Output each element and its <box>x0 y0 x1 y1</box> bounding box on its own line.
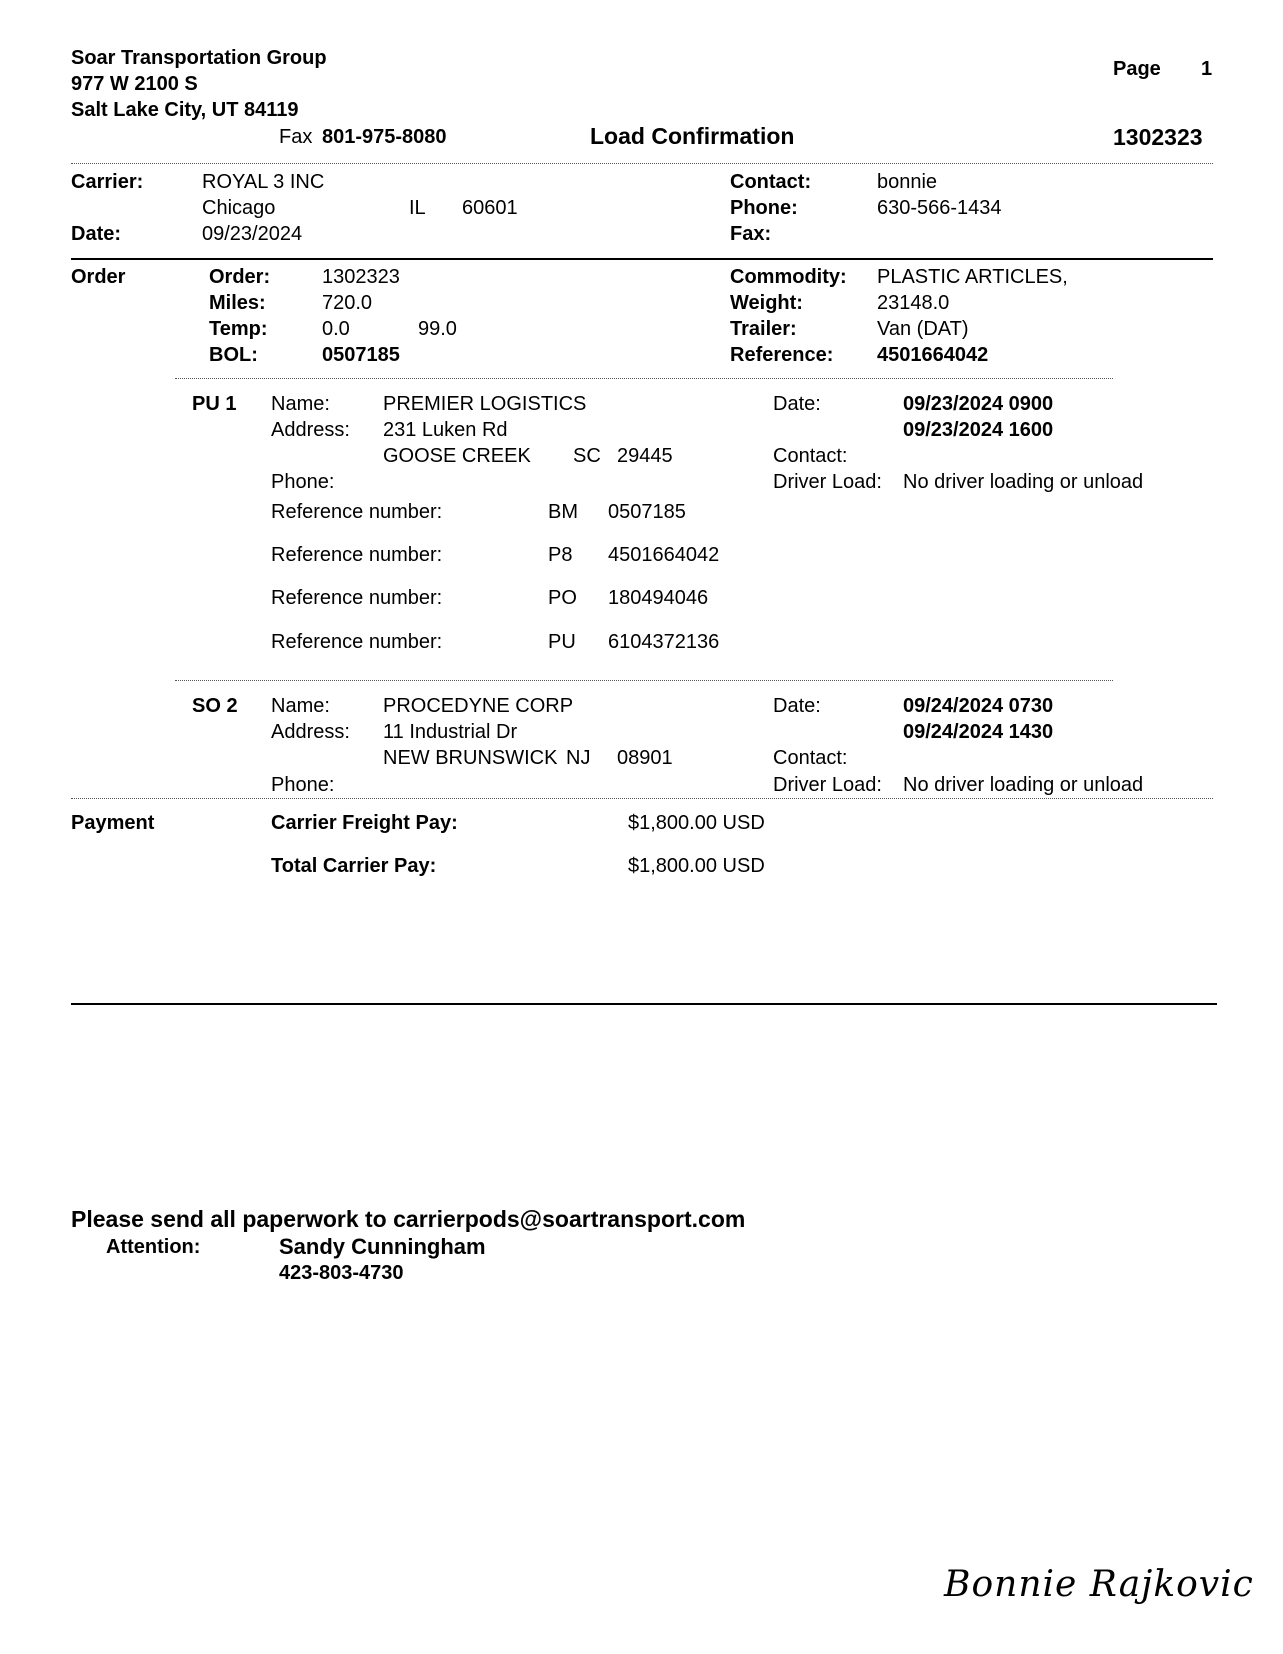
carrier-label: Carrier: <box>71 171 144 193</box>
trailer-label: Trailer: <box>730 318 797 340</box>
phone-label: Phone: <box>271 774 335 796</box>
delivery-city: NEW BRUNSWICK <box>383 747 558 769</box>
reference-value: 180494046 <box>608 587 709 609</box>
attention-name: Sandy Cunningham <box>279 1234 486 1259</box>
pickup-zip: 29445 <box>617 445 673 467</box>
freight-pay-label: Carrier Freight Pay: <box>271 812 458 834</box>
carrier-zip: 60601 <box>462 197 518 219</box>
order-label: Order: <box>209 266 271 288</box>
miles-label: Miles: <box>209 292 266 314</box>
fax-label: Fax: <box>730 223 772 245</box>
commodity-label: Commodity: <box>730 266 847 288</box>
paperwork-instructions: Please send all paperwork to carrierpods@soartransport.com <box>71 1206 746 1232</box>
reference-number-label: Reference number: <box>271 501 443 523</box>
phone-value: 630-566-1434 <box>877 197 1002 219</box>
stop-label: SO 2 <box>192 695 238 717</box>
reference-value: 6104372136 <box>608 631 720 653</box>
carrier-city: Chicago <box>202 197 276 219</box>
reference-value: 4501664042 <box>877 344 989 366</box>
pickup-driver-load: No driver loading or unload <box>903 471 1144 493</box>
reference-number-label: Reference number: <box>271 587 443 609</box>
delivery-name: PROCEDYNE CORP <box>383 695 574 717</box>
document-title: Load Confirmation <box>590 123 795 149</box>
carrier-name: ROYAL 3 INC <box>202 171 325 193</box>
reference-value: 0507185 <box>608 501 686 523</box>
pickup-state: SC <box>573 445 601 467</box>
load-number: 1302323 <box>1113 124 1203 150</box>
carrier-date-label: Date: <box>71 223 122 245</box>
divider <box>71 258 1213 260</box>
page-number: 1 <box>1201 58 1213 80</box>
reference-qualifier: BM <box>548 501 578 523</box>
pickup-city: GOOSE CREEK <box>383 445 531 467</box>
driver-load-label: Driver Load: <box>773 774 882 796</box>
delivery-driver-load: No driver loading or unload <box>903 774 1144 796</box>
reference-qualifier: P8 <box>548 544 573 566</box>
reference-qualifier: PO <box>548 587 577 609</box>
phone-label: Phone: <box>730 197 798 219</box>
carrier-date: 09/23/2024 <box>202 223 303 245</box>
phone-label: Phone: <box>271 471 335 493</box>
reference-number-label: Reference number: <box>271 544 443 566</box>
address-label: Address: <box>271 419 350 441</box>
driver-load-label: Driver Load: <box>773 471 882 493</box>
name-label: Name: <box>271 393 330 415</box>
reference-value: 4501664042 <box>608 544 720 566</box>
contact-label: Contact: <box>773 445 848 467</box>
page-label: Page <box>1113 58 1161 80</box>
reference-label: Reference: <box>730 344 834 366</box>
divider <box>71 798 1213 799</box>
divider <box>175 378 1113 379</box>
attention-label: Attention: <box>106 1236 201 1258</box>
bol-label: BOL: <box>209 344 258 366</box>
delivery-date-from: 09/24/2024 0730 <box>903 695 1054 717</box>
pickup-date-to: 09/23/2024 1600 <box>903 419 1054 441</box>
total-pay-value: $1,800.00 USD <box>628 855 765 877</box>
reference-number-label: Reference number: <box>271 631 443 653</box>
contact-label: Contact: <box>773 747 848 769</box>
attention-phone: 423-803-4730 <box>279 1262 404 1284</box>
pickup-date-from: 09/23/2024 0900 <box>903 393 1054 415</box>
trailer-value: Van (DAT) <box>877 318 969 340</box>
signature-line <box>71 1003 1217 1005</box>
signature: Bonnie Rajkovic <box>944 1564 1254 1605</box>
total-pay-label: Total Carrier Pay: <box>271 855 437 877</box>
contact-value: bonnie <box>877 171 938 193</box>
company-address-line1: 977 W 2100 S <box>71 73 198 95</box>
delivery-zip: 08901 <box>617 747 673 769</box>
name-label: Name: <box>271 695 330 717</box>
company-address-line2: Salt Lake City, UT 84119 <box>71 99 299 121</box>
divider <box>175 680 1113 681</box>
commodity-value: PLASTIC ARTICLES, <box>877 266 1068 288</box>
weight-value: 23148.0 <box>877 292 950 314</box>
miles-value: 720.0 <box>322 292 373 314</box>
order-number: 1302323 <box>322 266 400 288</box>
company-name: Soar Transportation Group <box>71 47 327 69</box>
contact-label: Contact: <box>730 171 812 193</box>
pickup-street: 231 Luken Rd <box>383 419 508 441</box>
delivery-state: NJ <box>566 747 591 769</box>
order-section-label: Order <box>71 266 126 288</box>
carrier-state: IL <box>409 197 426 219</box>
delivery-street: 11 Industrial Dr <box>383 721 518 743</box>
temp-max: 99.0 <box>418 318 457 340</box>
delivery-date-to: 09/24/2024 1430 <box>903 721 1054 743</box>
date-label: Date: <box>773 393 821 415</box>
weight-label: Weight: <box>730 292 803 314</box>
company-fax: 801-975-8080 <box>322 126 447 148</box>
stop-label: PU 1 <box>192 393 237 415</box>
temp-min: 0.0 <box>322 318 350 340</box>
company-fax-label: Fax <box>279 126 313 148</box>
freight-pay-value: $1,800.00 USD <box>628 812 765 834</box>
pickup-name: PREMIER LOGISTICS <box>383 393 587 415</box>
temp-label: Temp: <box>209 318 268 340</box>
divider <box>71 163 1213 164</box>
date-label: Date: <box>773 695 821 717</box>
reference-qualifier: PU <box>548 631 576 653</box>
payment-section-label: Payment <box>71 812 155 834</box>
address-label: Address: <box>271 721 350 743</box>
bol-value: 0507185 <box>322 344 400 366</box>
